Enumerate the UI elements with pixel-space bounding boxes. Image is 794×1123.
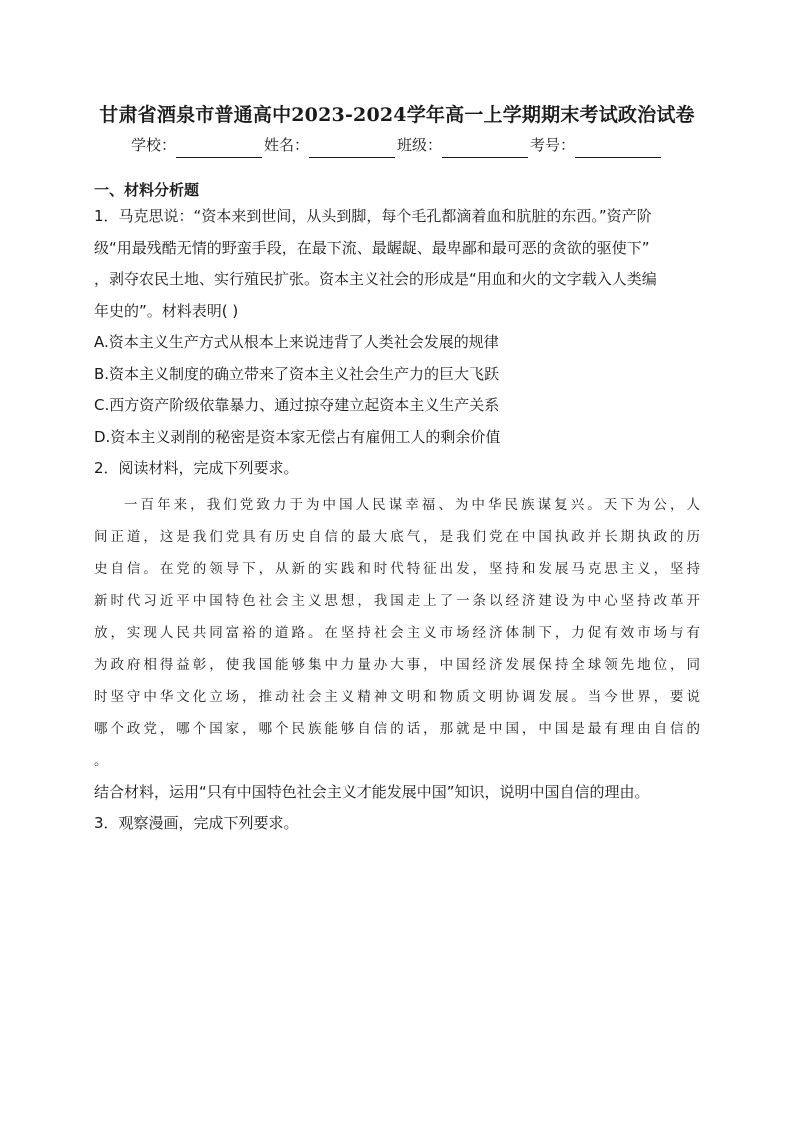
name-blank[interactable] (309, 139, 395, 158)
school-label: 学校： (130, 136, 176, 154)
question-1-line: 年史的”。材料表明( ) (94, 301, 239, 320)
question-2-task: 结合材料，运用“只有中国特色社会主义才能发展中国”知识，说明中国自信的理由。 (94, 782, 650, 801)
exam-page (94, 100, 700, 840)
question-2-stem: 2．阅读材料，完成下列要求。 (94, 459, 299, 477)
material-line: 新时代习近平中国特色社会主义思想，我国走上了一条以经济建设为中心坚持改革开 (94, 592, 700, 609)
question-1 (94, 201, 700, 453)
class-label: 班级： (397, 136, 443, 154)
section-heading: 一、材料分析题 (94, 181, 200, 199)
question-1-line: 级“用最残酷无情的野蛮手段，在最下流、最龌龊、最卑鄙和最可恶的贪欲的驱使下” (94, 238, 650, 257)
name-label: 姓名： (263, 136, 309, 154)
school-field (131, 132, 264, 158)
material-line: 哪个政党，哪个国家，哪个民族能够自信的话，那就是中国，中国是最有理由自信的 (94, 720, 700, 737)
material-line: 为政府相得益彰，使我国能够集中力量办大事，中国经济发展保持全球领先地位，同 (94, 656, 700, 673)
question-2-material (94, 489, 700, 777)
exam-title: 甘肃省酒泉市普通高中2023-2024学年高一上学期期末考试政治试卷 (99, 104, 695, 126)
class-field (397, 132, 530, 158)
material-line: 。 (94, 752, 108, 769)
material-line: 一百年来，我们党致力于为中国人民谋幸福、为中华民族谋复兴。天下为公，人 (124, 496, 700, 513)
student-info-line (94, 132, 700, 158)
material-line: 史自信。在党的领导下，从新的实践和时代特征出发，坚持和发展马克思主义，坚持 (94, 560, 700, 577)
option-d[interactable]: D.资本主义剥削的秘密是资本家无偿占有雇佣工人的剩余价值 (94, 427, 501, 446)
exam-number-label: 考号： (530, 136, 576, 154)
school-blank[interactable] (176, 139, 262, 158)
option-a[interactable]: A.资本主义生产方式从根本上来说违背了人类社会发展的规律 (94, 333, 499, 351)
material-line: 放，实现人民共同富裕的道路。在坚持社会主义市场经济体制下，力促有效市场与有 (94, 624, 700, 641)
option-c[interactable]: C.西方资产阶级依靠暴力、通过掠夺建立起资本主义生产关系 (94, 396, 500, 414)
material-line: 时坚守中华文化立场，推动社会主义精神文明和物质文明协调发展。当今世界，要说 (94, 688, 700, 705)
name-field (264, 132, 397, 158)
class-blank[interactable] (442, 139, 528, 158)
option-b[interactable]: B.资本主义制度的确立带来了资本主义社会生产力的巨大飞跃 (94, 364, 500, 383)
question-3-stem: 3．观察漫画，完成下列要求。 (94, 814, 299, 832)
question-1-line: ，剥夺农民土地、实行殖民扩张。资本主义社会的形成是“用血和火的文字载入人类编 (94, 270, 657, 288)
question-1-line: 1．马克思说：“资本来到世间，从头到脚，每个毛孔都滴着血和肮脏的东西。”资产阶 (94, 207, 652, 225)
exam-number-blank[interactable] (575, 139, 661, 158)
question-3 (94, 808, 700, 840)
material-line: 间正道，这是我们党具有历史自信的最大底气，是我们党在中国执政并长期执政的历 (94, 528, 700, 545)
question-2 (94, 453, 700, 808)
exam-number-field (530, 132, 663, 158)
